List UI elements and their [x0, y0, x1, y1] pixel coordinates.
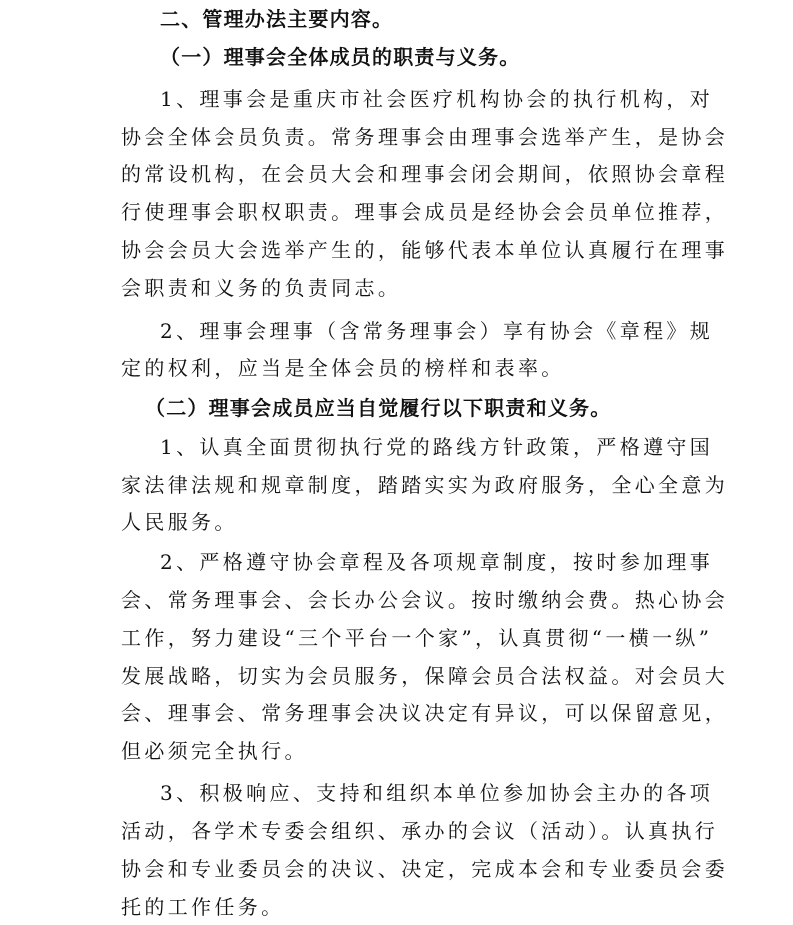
paragraph-line: 3、积极响应、支持和组织本单位参加协会主办的各项 [160, 781, 714, 805]
paragraph-line: 定的权利，应当是全体会员的榜样和表率。 [121, 356, 565, 380]
paragraph-line: 2、理事会理事（含常务理事会）享有协会《章程》规 [160, 319, 714, 343]
paragraph-line: 行使理事会职权职责。理事会成员是经协会会员单位推荐， [121, 200, 729, 224]
paragraph-line: 但必须完全执行。 [121, 739, 308, 763]
paragraph-line: 活动，各学术专委会组织、承办的会议（活动）。认真执行 [121, 819, 719, 843]
paragraph-line: 的常设机构，在会员大会和理事会闭会期间，依照协会章程 [121, 162, 729, 186]
paragraph-line: 人民服务。 [121, 510, 238, 534]
paragraph-line: 家法律法规和规章制度，踏踏实实为政府服务，全心全意为 [121, 473, 729, 497]
paragraph-line: 工作，努力建设“三个平台一个家”，认真贯彻“一横一纵” [121, 626, 713, 650]
paragraph-line: 托的工作任务。 [121, 895, 285, 919]
paragraph-line: 1、认真全面贯彻执行党的路线方针政策，严格遵守国 [160, 435, 714, 459]
section-title: （二）理事会成员应当自觉履行以下职责和义务。 [145, 396, 612, 420]
main-heading: 二、管理办法主要内容。 [160, 7, 394, 31]
paragraph-line: 会、理事会、常务理事会决议决定有异议，可以保留意见， [121, 701, 729, 725]
paragraph-line: 协会和专业委员会的决议、决定，完成本会和专业委员会委 [121, 857, 729, 881]
paragraph-line: 发展战略，切实为会员服务，保障会员合法权益。对会员大 [121, 664, 729, 688]
paragraph-line: 1、理事会是重庆市社会医疗机构协会的执行机构，对 [160, 87, 714, 111]
section-title: （一）理事会全体成员的职责与义务。 [160, 45, 521, 69]
paragraph-line: 协会全体会员负责。常务理事会由理事会选举产生，是协会 [121, 125, 729, 149]
paragraph-line: 会职责和义务的负责同志。 [121, 276, 402, 300]
paragraph-line: 2、严格遵守协会章程及各项规章制度，按时参加理事 [160, 550, 714, 574]
paragraph-line: 协会会员大会选举产生的，能够代表本单位认真履行在理事 [121, 238, 729, 262]
paragraph-line: 会、常务理事会、会长办公会议。按时缴纳会费。热心协会 [121, 588, 729, 612]
